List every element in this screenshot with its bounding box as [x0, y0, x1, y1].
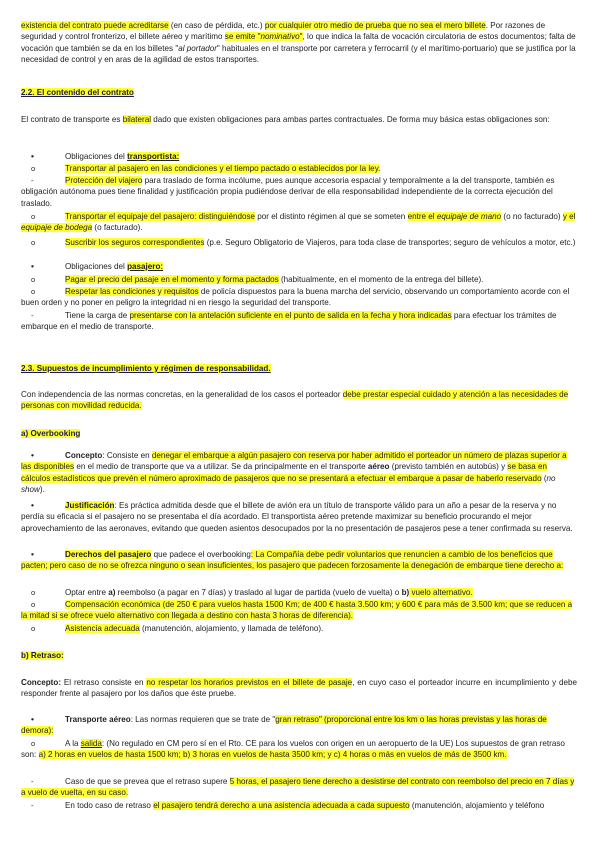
paragraph-retraso-concepto: Concepto: El retraso consiste en no respetar los horarios previstos en el billete de pasaje, en cuyo caso el porteador incurre en incumplimiento y debe responder frente al pasajero por los daños que éste pruebe. [21, 678, 578, 699]
list-item-p2: o Respetar las condiciones y requisitos de policía dispuestos para la buena marcha del servicio, observando un comportamiento acorde con el buen orden y no poner en peligro la integridad ni en riesgo la seguridad del transporte. [21, 287, 570, 308]
list-item-p3: - Tiene la carga de presentarse con la antelación suficiente en el punto de salida en la fecha y hora indicadas para efectuar los trámites de embarque en el medio de transporte. [21, 311, 557, 332]
list-item-transportista: • Obligaciones del transportista: [31, 151, 180, 161]
section-heading-2-2: 2.2. El contenido del contrato [21, 88, 134, 97]
list-item-asistencia: o Asistencia adecuada (manutención, alojamiento, y llamada de teléfono). [31, 624, 324, 633]
list-item-derechos: • Derechos del pasajero que padece el overbooking: La Compañía debe pedir voluntarios que renuncien a cambio de los beneficios que pacten; pero caso de no se ofrezca ninguno o sean insuficientes, los pasajero que padecen forzosamente la denegación de embarque tiene derecho a: [21, 549, 564, 571]
list-item-pasajero: • Obligaciones del pasajero: [31, 261, 164, 271]
list-item-todo-caso: - En todo caso de retraso el pasajero tendrá derecho a una asistencia adecuada a cada supuesto (manutención, alojamiento y teléfono [31, 801, 545, 810]
subheading-retraso: b) Retraso: [21, 651, 64, 660]
list-item-p1: o Pagar el precio del pasaje en el momento y forma pactados (habitualmente, en el momento de la entrega del billete). [31, 275, 484, 284]
section-heading-2-3: 2.3. Supuestos de incumplimiento y régimen de responsabilidad. [21, 364, 271, 373]
list-item-t2: - Protección del viajero para traslado de forma incólume, pues aunque accesoria espacial y temporalmente a la del transporte, también es obligación autónoma pues tiene finalidad y justificación propia pudiéndose derivar de ella responsabilidad independiente de la correcta ejecución del traslado. [21, 176, 555, 208]
subheading-overbooking: a) Overbooking [21, 429, 81, 438]
list-item-prevea: - Caso de que se prevea que el retraso supere 5 horas, el pasajero tiene derecho a desistirse del contrato con reembolso del precio en 7 días y a vuelo de vuelta, en su caso. [21, 777, 575, 798]
list-item-t1: o Transportar al pasajero en las condiciones y el tiempo pactado o establecidos por la ley. [31, 164, 381, 173]
list-item-transporte-aereo: • Transporte aéreo: Las normas requieren que se trate de "gran retraso" (proporcional entre los km o las horas previstas y las horas de demora): [21, 714, 547, 736]
list-item-justificacion: • Justificación: Es práctica admitida desde que el billete de avión era un título de transporte válido para un año a pesar de la reserva y no perdía su eficacia si el pasajero no se presentaba el día acordado. El transportista aéreo pretende maximizar su beneficio procurando el mejor aprovechamiento de las aeronaves, evitando que queden asientos desocupados por la no presentación de pasajeros pese a tener confirmada su reserva. [21, 500, 573, 533]
list-item-optar: o Optar entre a) reembolso (a pagar en 7 días) y traslado al lugar de partida (vuelo de vuelta) o b) vuelo alternativo. [31, 588, 473, 597]
list-item-compensacion: o Compensación económica (de 250 € para vuelos hasta 1500 Km; de 400 € hasta 3.500 km; y 600 € para más de 3.500 km; que se reducen a la mitad si se ofrece vuelo alternativo con llegada a destino con hasta 3 horas de diferencia). [21, 600, 573, 621]
paragraph-bilateral: El contrato de transporte es bilateral dado que existen obligaciones para ambas partes contractuales. De forma muy básica estas obligaciones son: [21, 115, 550, 124]
list-item-concepto: • Concepto: Consiste en denegar el embarque a algún pasajero con reserva por haber admitido el porteador un número de plazas superior a las disponibles en el medio de transporte que va a utilizar. Se da principalmente en el transporte aéreo (previsto también en autobús) y se basa en cálculos estadísticos que prevén el número aproximado de pasajeros que no se presentará a efectuar el embarque a pasar de haberlo reservado (no show). [21, 450, 567, 494]
list-item-t3: o Transportar el equipaje del pasajero: distinguiéndose por el distinto régimen al que se someten entre el equipaje de mano (o no facturado) y el equipaje de bodega (o facturado). [21, 212, 576, 233]
list-item-t4: o Suscribir los seguros correspondientes (p.e. Seguro Obligatorio de Viajeros, para toda clase de transportes; seguro de vehículos a motor, etc.) [31, 238, 576, 247]
intro-paragraph: existencia del contrato puede acreditarse (en caso de pérdida, etc.) por cualquier otro medio de prueba que no sea el mero billete. Por razones de seguridad y control fronterizo, el billete aéreo y marítimo se emite "nominativo", lo que indica la falta de vocación circulatoria de estos documentos; falta de vocación que también se da en los billetes "al portador" habituales en el transporte por carretera y ferrocarril (y el marítimo-portuario) que se justifica por la necesidad de control y en aras de la agilidad de estos transportes. [21, 21, 576, 64]
list-item-salida: o A la salida: (No regulado en CM pero sí en el Rto. CE para los vuelos con origen en un aeropuerto de la UE) Los supuestos de gran retraso son: a) 2 horas en vuelos de hasta 1500 km; b) 3 horas en vuelos de hasta 3500 km; y c) 4 horas o más en vuelos de más de 3500 km. [21, 739, 565, 760]
paragraph-movilidad: Con independencia de las normas concretas, en la generalidad de los casos el porteador debe prestar especial cuidado y atención a las necesidades de personas con movilidad reducida. [21, 390, 569, 411]
